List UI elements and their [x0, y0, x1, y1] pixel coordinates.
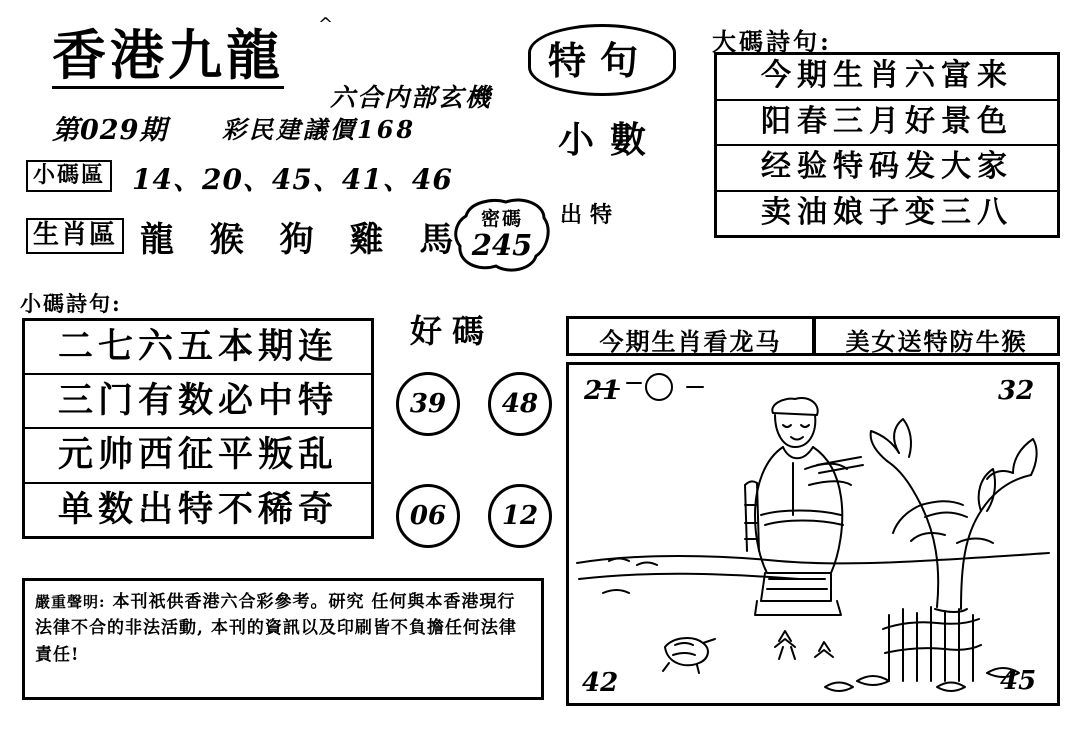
price-label: 彩民建議價168 [222, 115, 417, 144]
big-poem-label: 大碼詩句: [712, 27, 832, 56]
big-poem-box [714, 52, 1060, 238]
picture-corner-number-bottom-left: 42 [582, 668, 619, 698]
chute-text: 出特 [560, 202, 621, 228]
picture-corner-number-bottom-right: 45 [1000, 666, 1037, 696]
issue-number: 第029期 [52, 115, 168, 146]
picture-corner-number-top-left: 21 [584, 376, 621, 406]
small-poem-label: 小碼詩句: [20, 291, 122, 316]
picture-corner-number-top-right: 32 [998, 376, 1035, 406]
small-poem-box [22, 318, 374, 539]
big-poem-line: 卖油娘子变三八 [761, 194, 1013, 230]
zodiac-label: 生肖區 [26, 218, 124, 254]
small-poem-line: 三门有数必中特 [25, 375, 371, 429]
big-poem-line: 阳春三月好景色 [717, 101, 1057, 147]
good-code-number: 48 [488, 372, 552, 436]
legal-statement [22, 578, 544, 700]
secret-code-value: 245 [471, 228, 533, 262]
good-code-number: 06 [396, 484, 460, 548]
picture-header-left: 今期生肖看龙马 [566, 316, 814, 356]
picture-header-right: 美女送特防牛猴 [814, 316, 1060, 356]
picture-headers [566, 316, 1060, 356]
page-title: 香港九龍 [52, 23, 284, 87]
legal-statement-lead: 嚴重聲明: [35, 593, 106, 611]
small-poem-line: 二七六五本期连 [25, 321, 371, 375]
big-poem-line: 经验特码发大家 [717, 146, 1057, 192]
legal-statement-text: 本刊祇供香港六合彩參考。研究 任何與本香港現行法律不合的非法活動, 本刊的資訊以及印刷皆不負擔任何法律責任! [35, 592, 517, 665]
illustration-drawing-icon [569, 365, 1057, 703]
caret-mark: ^ [318, 14, 334, 35]
good-code-number: 12 [488, 484, 552, 548]
good-code-number: 39 [396, 372, 460, 436]
secret-code-label: 密碼 [480, 208, 523, 230]
xiaoshu-text: 小數 [557, 119, 662, 161]
picture-frame [566, 362, 1060, 706]
big-poem-line: 今期生肖六富来 [717, 55, 1057, 101]
small-code-values: 14、20、45、41、46 [132, 163, 453, 196]
secret-code-blob [452, 196, 552, 274]
small-poem-line: 单数出特不稀奇 [57, 488, 338, 530]
good-code-title: 好碼 [410, 312, 495, 350]
subtitle: 六合内部玄機 [330, 83, 493, 112]
teju-text: 特句 [547, 38, 652, 83]
zodiac-values: 龍 猴 狗 雞 馬 [140, 220, 466, 260]
small-code-label: 小碼區 [26, 160, 112, 192]
small-poem-line: 元帅西征平叛乱 [25, 429, 371, 483]
